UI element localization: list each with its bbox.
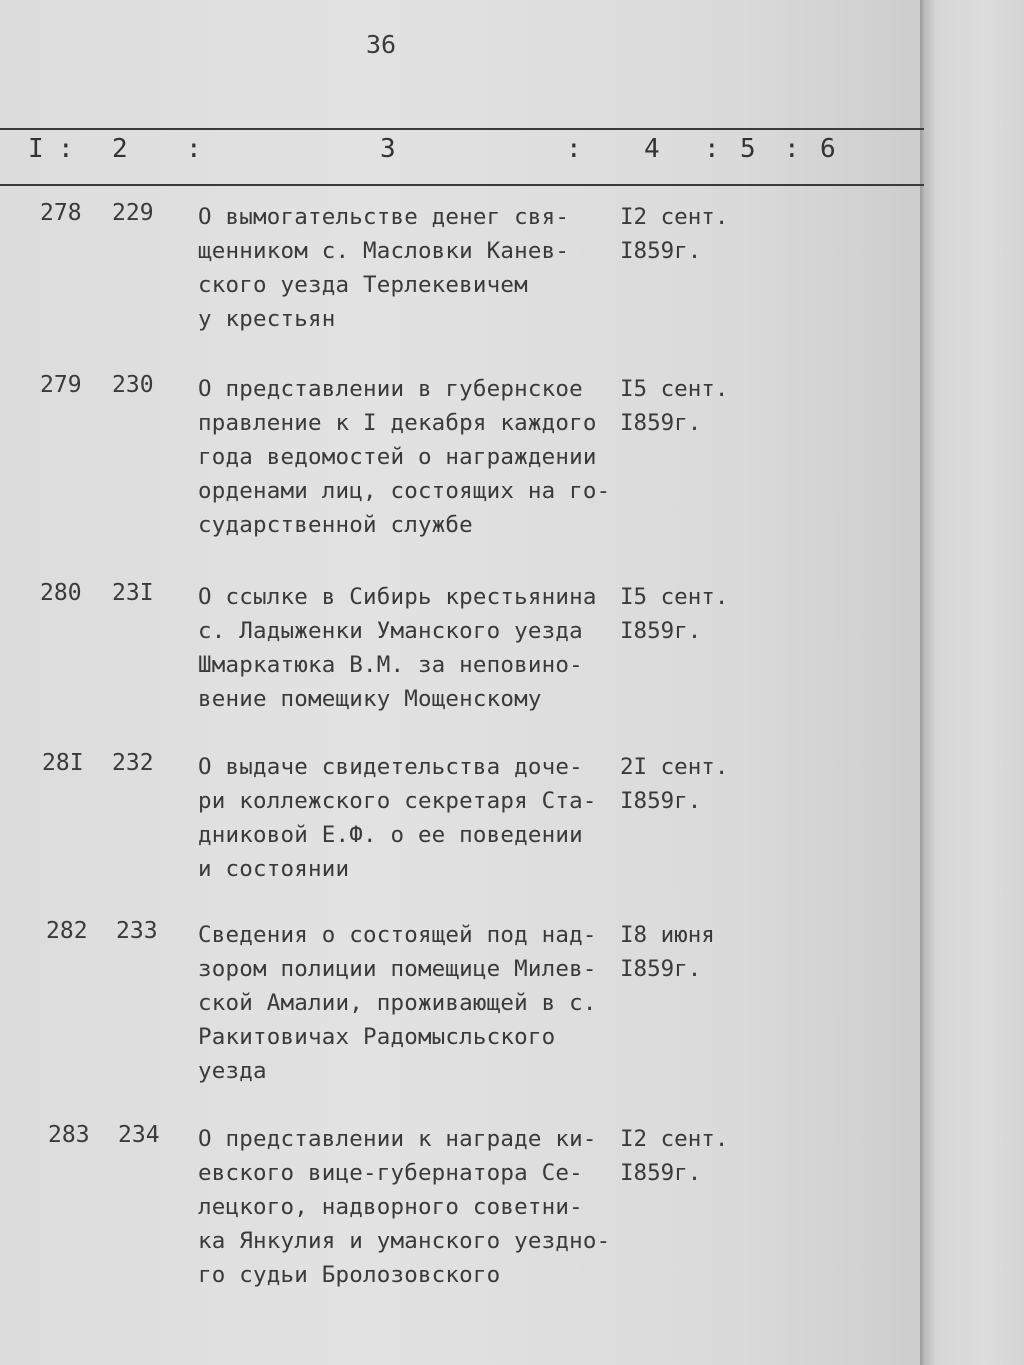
entry-number: 279 <box>40 372 82 398</box>
entry-title-line: О выдаче свидетельства доче- <box>198 754 583 780</box>
entry-date-line: I2 сент. <box>620 204 729 230</box>
header-col-2: 2 <box>112 134 128 164</box>
header-col-6: 6 <box>820 134 836 164</box>
entry-date <box>620 200 728 268</box>
file-number: 233 <box>116 918 158 944</box>
entry-title <box>198 200 569 336</box>
entry-date <box>620 580 728 648</box>
entry-number: 280 <box>40 580 82 606</box>
entry-title-line: с. Ладыженки Уманского уезда <box>198 618 583 644</box>
entry-date-line: 2I сент. <box>620 754 729 780</box>
entry-title-line: ка Янкулия и уманского уездно- <box>198 1228 611 1254</box>
entry-title-line: и состоянии <box>198 856 350 882</box>
entry-date-line: I859г. <box>620 238 702 264</box>
entry-date-line: I859г. <box>620 618 702 644</box>
header-top-rule <box>0 128 924 130</box>
entry-title-line: го судьи Бролозовского <box>198 1262 501 1288</box>
entry-date-line: I5 сент. <box>620 584 729 610</box>
header-separator: : <box>566 134 582 164</box>
entry-date-line: I859г. <box>620 410 702 436</box>
header-col-5: 5 <box>740 134 756 164</box>
entry-title-line: вение помещику Мощенскому <box>198 686 542 712</box>
entry-title-line: лецкого, надворного советни- <box>198 1194 583 1220</box>
entry-title <box>198 1122 610 1292</box>
file-number: 232 <box>112 750 154 776</box>
entry-title-line: у крестьян <box>198 306 336 332</box>
entry-title <box>198 918 597 1088</box>
entry-date-line: I2 сент. <box>620 1126 729 1152</box>
entry-title-line: ри коллежского секретаря Ста- <box>198 788 597 814</box>
entry-date <box>620 750 728 818</box>
entry-number: 283 <box>48 1122 90 1148</box>
entry-title-line: года ведомостей о награждении <box>198 444 597 470</box>
entry-date <box>620 1122 728 1190</box>
header-separator: : <box>186 134 202 164</box>
entry-title-line: ской Амалии, проживающей в с. <box>198 990 597 1016</box>
page-edge <box>920 0 926 1365</box>
file-number: 23I <box>112 580 154 606</box>
header-bottom-rule <box>0 184 924 186</box>
entry-title-line: ского уезда Терлекевичем <box>198 272 528 298</box>
page-number: 36 <box>366 30 397 59</box>
file-number: 230 <box>112 372 154 398</box>
entry-title-line: О представлении к награде ки- <box>198 1126 597 1152</box>
entry-title-line: О представлении в губернское <box>198 376 583 402</box>
file-number: 229 <box>112 200 154 226</box>
header-separator: : <box>704 134 720 164</box>
entry-date-line: I859г. <box>620 1160 702 1186</box>
header-separator: : <box>784 134 800 164</box>
entry-title-line: правление к I декабря каждого <box>198 410 597 436</box>
entry-title-line: Шмаркатюка В.М. за неповино- <box>198 652 583 678</box>
entry-date <box>620 372 728 440</box>
entry-title-line: евского вице-губернатора Се- <box>198 1160 583 1186</box>
entry-title <box>198 372 610 542</box>
entry-date-line: I5 сент. <box>620 376 729 402</box>
entry-number: 278 <box>40 200 82 226</box>
entry-number: 28I <box>42 750 84 776</box>
entry-date <box>620 918 715 986</box>
entry-title-line: сударственной службе <box>198 512 473 538</box>
entry-title-line: орденами лиц, состоящих на го- <box>198 478 611 504</box>
entry-title-line: О ссылке в Сибирь крестьянина <box>198 584 597 610</box>
entry-date-line: I8 июня <box>620 922 715 948</box>
header-separator: : <box>58 134 74 164</box>
entry-title-line: щенником с. Масловки Канев- <box>198 238 570 264</box>
entry-date-line: I859г. <box>620 956 702 982</box>
file-number: 234 <box>118 1122 160 1148</box>
header-col-1: I <box>28 134 44 164</box>
entry-title-line: Ракитовичах Радомысльского <box>198 1024 556 1050</box>
entry-title-line: дниковой Е.Ф. о ее поведении <box>198 822 583 848</box>
entry-title-line: зором полиции помещице Милев- <box>198 956 597 982</box>
entry-title <box>198 750 597 886</box>
entry-title <box>198 580 597 716</box>
entry-title-line: уезда <box>198 1058 267 1084</box>
entry-date-line: I859г. <box>620 788 702 814</box>
entry-title-line: Сведения о состоящей под над- <box>198 922 597 948</box>
header-col-3: 3 <box>380 134 396 164</box>
header-col-4: 4 <box>644 134 660 164</box>
underlying-page <box>924 0 1024 1365</box>
entry-number: 282 <box>46 918 88 944</box>
entry-title-line: О вымогательстве денег свя- <box>198 204 570 230</box>
